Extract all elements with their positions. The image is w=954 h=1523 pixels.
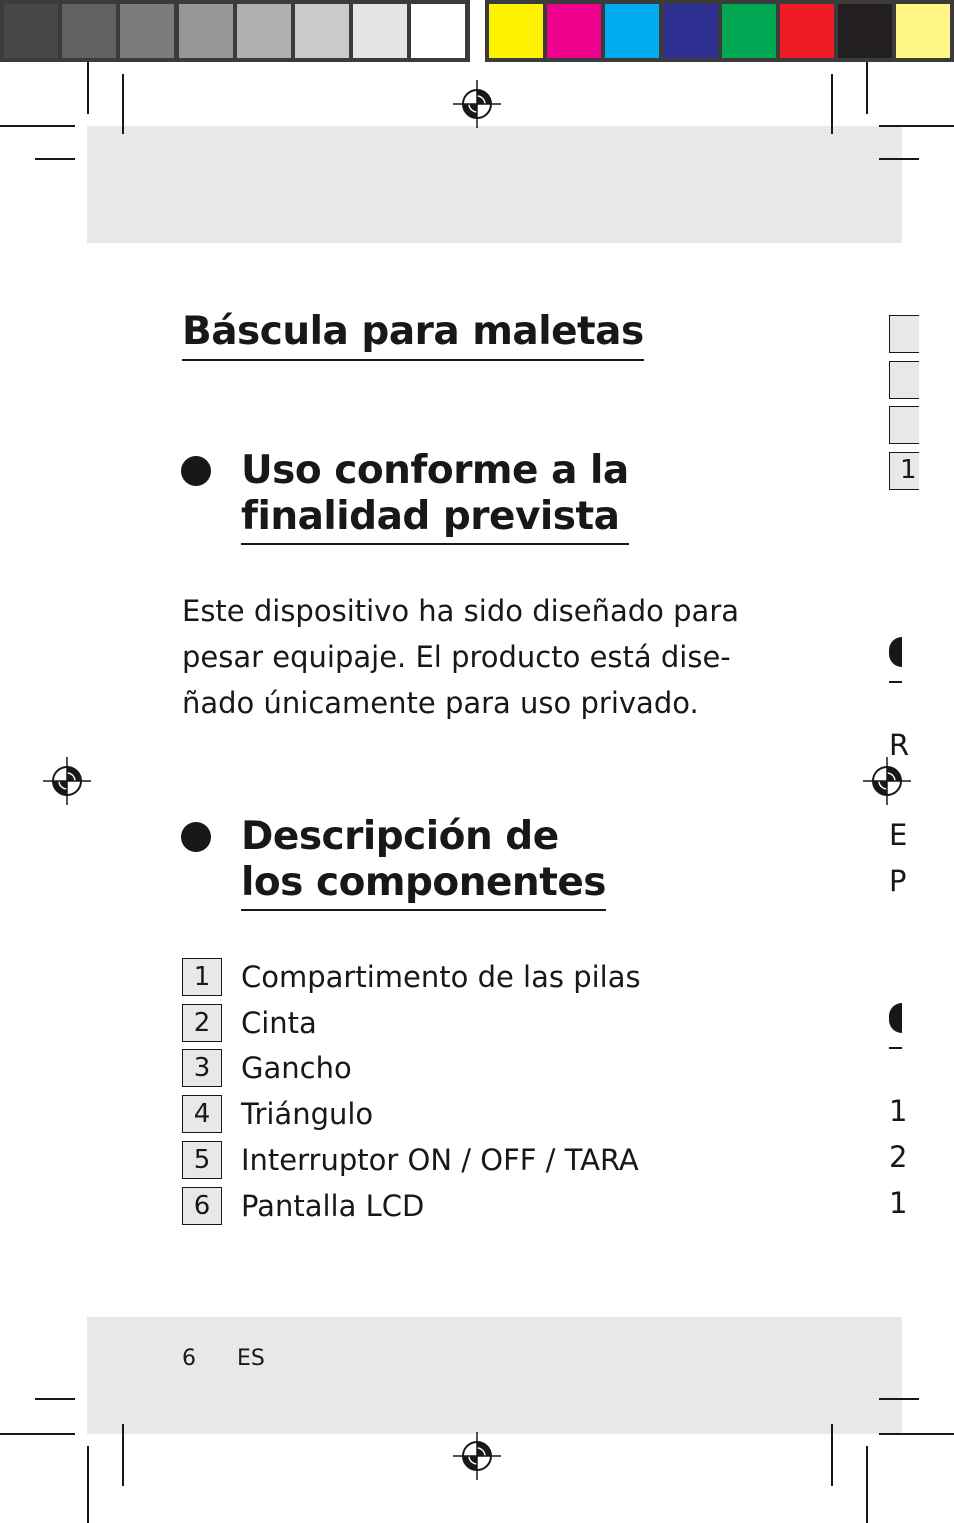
crop-mark bbox=[831, 74, 833, 134]
gray-swatch bbox=[120, 4, 174, 58]
crop-mark bbox=[879, 1433, 954, 1435]
crop-mark bbox=[0, 125, 75, 127]
crop-mark bbox=[866, 62, 868, 114]
next-page-letter: 1 bbox=[889, 1094, 908, 1128]
component-number: 5 bbox=[182, 1141, 222, 1179]
crop-mark bbox=[866, 1446, 868, 1523]
gray-swatch bbox=[4, 4, 58, 58]
component-number: 2 bbox=[182, 1004, 222, 1042]
component-number: 4 bbox=[182, 1095, 222, 1133]
heading-line: los componentes bbox=[241, 860, 606, 905]
gray-swatch bbox=[62, 4, 116, 58]
next-page-text-clip bbox=[889, 720, 910, 1280]
registration-mark-icon bbox=[863, 757, 911, 805]
registration-mark-icon bbox=[43, 757, 91, 805]
component-label: Cinta bbox=[241, 1006, 317, 1040]
color-swatch bbox=[838, 4, 892, 58]
section-bullet-icon bbox=[181, 456, 211, 486]
gray-swatch bbox=[295, 4, 349, 58]
gray-swatch bbox=[411, 4, 465, 58]
next-page-bullet-icon bbox=[889, 637, 902, 667]
heading-line: Uso conforme a la bbox=[241, 448, 629, 493]
color-swatch bbox=[896, 4, 950, 58]
color-swatch bbox=[605, 4, 659, 58]
component-label: Gancho bbox=[241, 1051, 352, 1085]
page-number: 6 bbox=[182, 1346, 196, 1371]
next-page-letter: 1 bbox=[889, 1186, 908, 1220]
language-code: ES bbox=[237, 1346, 265, 1371]
crop-mark bbox=[87, 1446, 89, 1523]
next-page-box bbox=[889, 406, 919, 444]
component-label: Compartimento de las pilas bbox=[241, 960, 641, 994]
section-heading-components bbox=[241, 814, 606, 911]
next-page-box bbox=[889, 315, 919, 353]
color-swatch bbox=[722, 4, 776, 58]
intended-use-paragraph bbox=[182, 588, 782, 726]
footer-band bbox=[87, 1317, 902, 1434]
crop-mark bbox=[35, 1398, 75, 1400]
paragraph-line: Este dispositivo ha sido diseñado para bbox=[182, 594, 740, 628]
component-number: 3 bbox=[182, 1049, 222, 1087]
component-label: Triángulo bbox=[241, 1097, 374, 1131]
crop-mark bbox=[879, 158, 919, 160]
header-band bbox=[87, 126, 902, 243]
next-page-box bbox=[889, 452, 919, 490]
next-page-box-number: 1 bbox=[900, 455, 917, 485]
component-number: 1 bbox=[182, 958, 222, 996]
list-item bbox=[182, 957, 641, 997]
next-page-letter: P bbox=[889, 864, 907, 898]
color-swatch bbox=[547, 4, 601, 58]
crop-mark bbox=[0, 1433, 75, 1435]
list-item bbox=[182, 1140, 639, 1180]
paragraph-line: ñado únicamente para uso privado. bbox=[182, 686, 699, 720]
registration-mark-icon bbox=[453, 80, 501, 128]
component-number: 6 bbox=[182, 1187, 222, 1225]
next-page-letter: R bbox=[889, 728, 910, 762]
list-item bbox=[182, 1186, 424, 1226]
heading-line: finalidad prevista bbox=[241, 494, 620, 539]
color-swatch bbox=[780, 4, 834, 58]
list-item bbox=[182, 1048, 352, 1088]
crop-mark bbox=[879, 1398, 919, 1400]
section-bullet-icon bbox=[181, 822, 211, 852]
crop-mark bbox=[87, 62, 89, 114]
component-label: Pantalla LCD bbox=[241, 1189, 425, 1223]
next-page-box bbox=[889, 361, 919, 399]
crop-mark bbox=[35, 158, 75, 160]
next-page-heading-rule bbox=[889, 681, 902, 683]
list-item bbox=[182, 1094, 373, 1134]
gray-swatch bbox=[353, 4, 407, 58]
next-page-letter: 2 bbox=[889, 1140, 908, 1174]
crop-mark bbox=[122, 1424, 124, 1486]
crop-mark bbox=[831, 1424, 833, 1486]
list-item bbox=[182, 1003, 317, 1043]
paragraph-line: pesar equipaje. El producto está dise- bbox=[182, 640, 731, 674]
color-swatch bbox=[664, 4, 718, 58]
color-swatch bbox=[489, 4, 543, 58]
crop-mark bbox=[879, 125, 954, 127]
crop-mark bbox=[122, 74, 124, 134]
gray-swatch bbox=[179, 4, 233, 58]
section-heading-intended-use bbox=[241, 448, 629, 545]
registration-mark-icon bbox=[453, 1432, 501, 1480]
page-title: Báscula para maletas bbox=[182, 308, 644, 361]
component-label: Interruptor ON / OFF / TARA bbox=[241, 1143, 639, 1177]
gray-swatch bbox=[237, 4, 291, 58]
next-page-letter: E bbox=[889, 818, 908, 852]
heading-line: Descripción de bbox=[241, 814, 559, 859]
